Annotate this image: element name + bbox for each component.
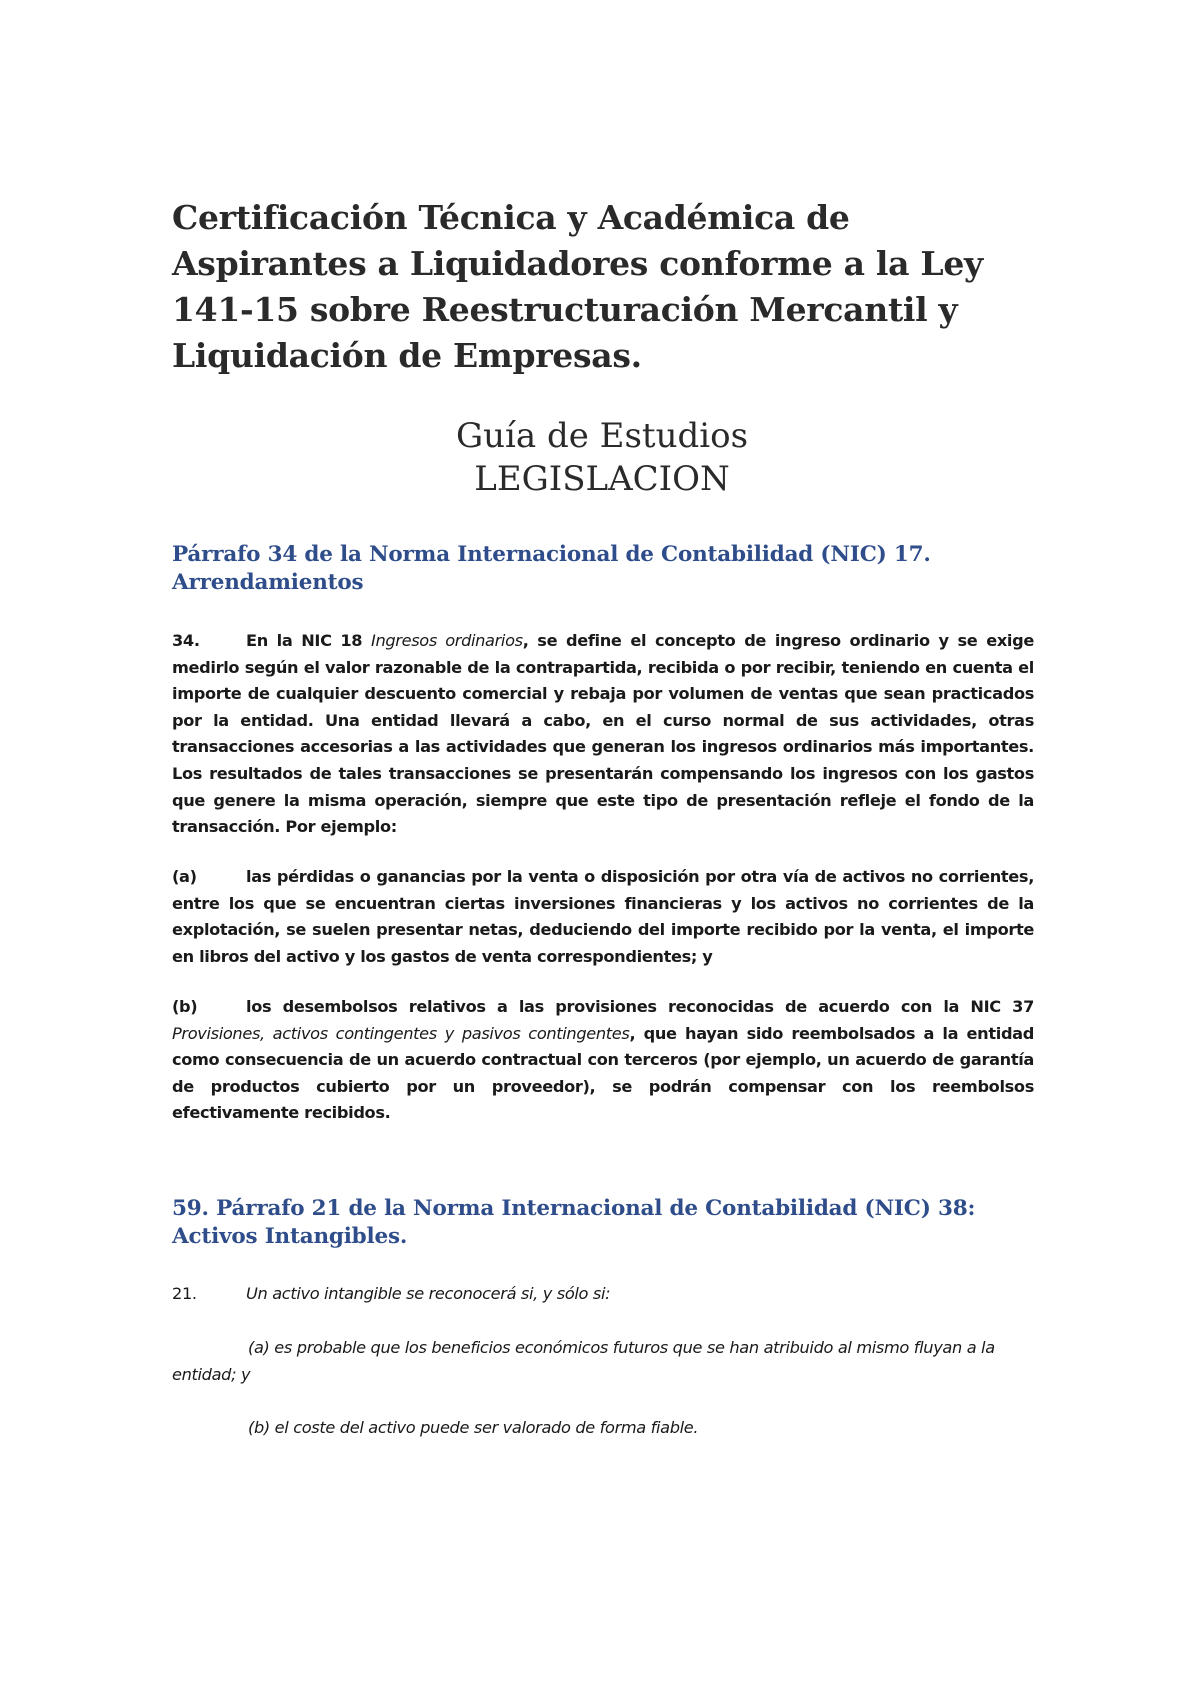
list-item-label: (a) — [172, 867, 197, 886]
paragraph-34 — [172, 628, 1034, 841]
list-item-label: (b) — [172, 997, 198, 1016]
criterion-b — [172, 1415, 1034, 1442]
list-item-a — [172, 864, 1034, 970]
list-item-b — [172, 994, 1034, 1127]
section-heading-nic38: 59. Párrafo 21 de la Norma Internacional de Contabilidad (NIC) 38: Activos Intangibles. — [172, 1196, 976, 1249]
paragraph-21 — [172, 1281, 1034, 1308]
document-title: Certificación Técnica y Académica de Aspirantes a Liquidadores conforme a la Ley 141-15 sobre Reestructuración Mercantil y Liquidación de Empresas. — [172, 198, 983, 375]
criterion-a — [172, 1335, 1034, 1388]
paragraph-number: 34. — [172, 631, 200, 650]
reference-nic18: Ingresos ordinarios — [371, 631, 523, 650]
reference-nic37: Provisiones, activos contingentes y pasivos contingentes — [172, 1023, 630, 1043]
paragraph-intro: En la NIC 18 — [246, 631, 363, 650]
list-item-text: las pérdidas o ganancias por la venta o disposición por otra vía de activos no corrientes, entre los que se encuentran ciertas inversiones financieras y los activos no corrientes de la explotación, se suelen presentar netas, deduciendo del importe recibido por la venta, el importe en libros del activo y los gastos de venta correspondientes; y — [172, 867, 1034, 966]
document-subtitle — [172, 415, 1032, 501]
criterion-b-text: (b) el coste del activo puede ser valorado de forma fiable. — [248, 1418, 699, 1437]
list-item-intro: los desembolsos relativos a las provisiones reconocidas de acuerdo con la NIC 37 — [246, 997, 1034, 1016]
criterion-a-text: (a) es probable que los beneficios económicos futuros que se han atribuido al mismo fluyan a la entidad; y — [172, 1338, 995, 1384]
paragraph-text: , se define el concepto de ingreso ordinario y se exige medirlo según el valor razonable de la contrapartida, recibida o por recibir, teniendo en cuenta el importe de cualquier descuento comercial y rebaja por volumen de ventas que sean practicados por la entidad. Una entidad llevará a cabo, en el curso normal de sus actividades, otras transacciones accesorias a las actividades que generan los ingresos ordinarios más importantes. Los resultados de tales transacciones se presentarán compensando los ingresos con los gastos que genere la misma operación, siempre que este tipo de presentación refleje el fondo de la transacción. Por ejemplo: — [172, 631, 1034, 837]
subtitle-legislation: LEGISLACION — [474, 459, 730, 499]
paragraph-text: Un activo intangible se reconocerá si, y sólo si: — [246, 1284, 611, 1303]
paragraph-number: 21. — [172, 1284, 197, 1303]
list-item-text: , que hayan sido reembolsados a la entidad como consecuencia de un acuerdo contractual con terceros (por ejemplo, un acuerdo de garantía de productos cubierto por un proveedor), se podrán compensar con los reembolsos efectivamente recibidos. — [172, 1023, 1034, 1123]
subtitle-study-guide: Guía de Estudios — [455, 416, 749, 456]
section-heading-nic17: Párrafo 34 de la Norma Internacional de Contabilidad (NIC) 17. Arrendamientos — [172, 542, 931, 595]
